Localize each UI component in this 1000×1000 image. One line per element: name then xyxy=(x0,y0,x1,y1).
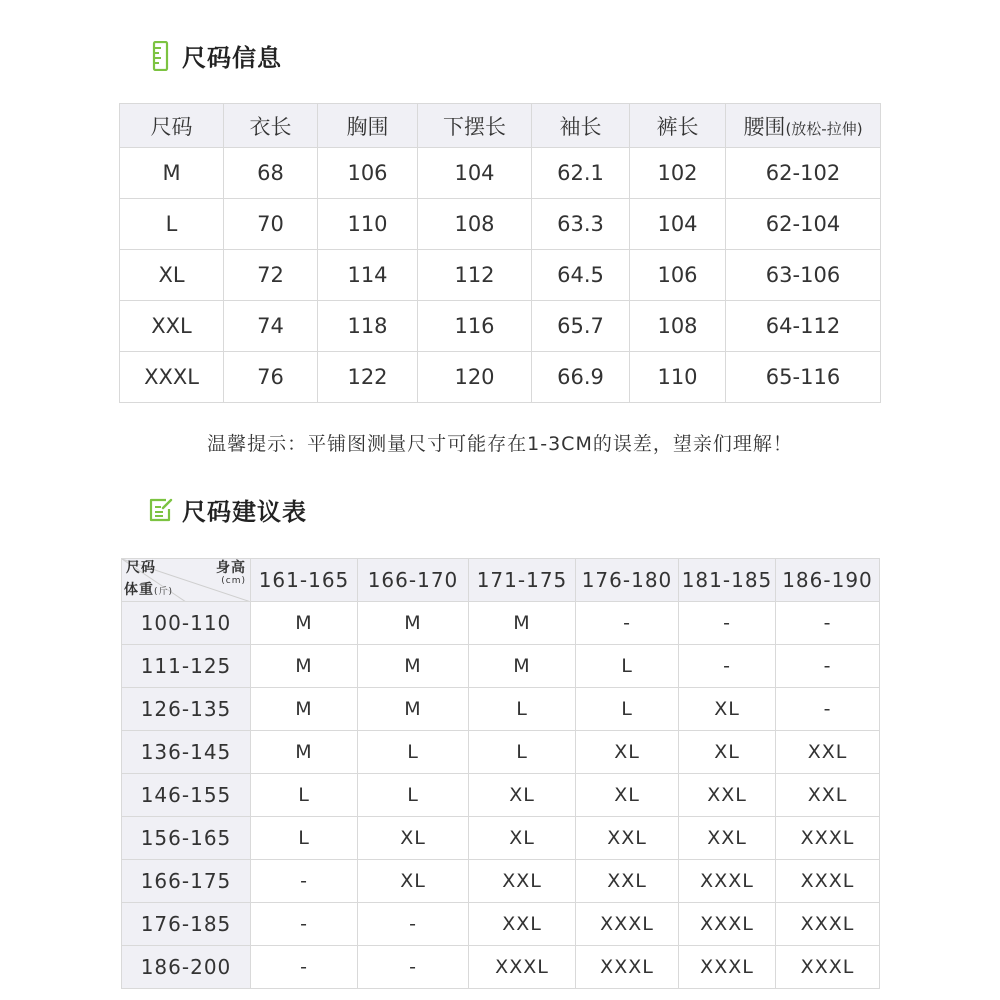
measurement-cell: 104 xyxy=(630,199,726,250)
measurement-cell: 63-106 xyxy=(726,250,881,301)
recommended-size-cell: XL xyxy=(576,774,679,817)
recommended-size-cell: XXL xyxy=(576,817,679,860)
measurement-cell: 106 xyxy=(318,148,418,199)
recommended-size-cell: - xyxy=(358,903,469,946)
measurement-cell: 110 xyxy=(318,199,418,250)
recommended-size-cell: XXXL xyxy=(469,946,576,989)
measurement-cell: 118 xyxy=(318,301,418,352)
recommended-size-cell: XXXL xyxy=(776,946,880,989)
recommended-size-cell: XXXL xyxy=(776,860,880,903)
corner-size-label: 尺码 xyxy=(126,560,156,576)
height-header-cell: 186-190 xyxy=(776,559,880,602)
height-header-cell: 181-185 xyxy=(679,559,776,602)
measurement-cell: 110 xyxy=(630,352,726,403)
recommended-size-cell: XL xyxy=(679,731,776,774)
recommended-size-cell: - xyxy=(679,645,776,688)
measurement-cell: 65.7 xyxy=(532,301,630,352)
size-info-row xyxy=(120,148,881,199)
recommended-size-cell: L xyxy=(576,645,679,688)
recommendation-row xyxy=(122,731,880,774)
measurement-cell: 108 xyxy=(630,301,726,352)
recommended-size-cell: XL xyxy=(358,860,469,903)
corner-weight-unit: (斤) xyxy=(154,587,174,597)
weight-cell: 136-145 xyxy=(122,731,251,774)
measurement-cell: 66.9 xyxy=(532,352,630,403)
height-header-row xyxy=(122,559,880,602)
header-cell-waist xyxy=(726,104,881,148)
measurement-cell: 120 xyxy=(418,352,532,403)
size-recommendation-heading xyxy=(148,492,307,527)
recommended-size-cell: M xyxy=(251,688,358,731)
recommended-size-cell: XL xyxy=(576,731,679,774)
measurement-cell: 114 xyxy=(318,250,418,301)
measurement-cell: 62-104 xyxy=(726,199,881,250)
weight-cell: 176-185 xyxy=(122,903,251,946)
recommendation-row xyxy=(122,645,880,688)
measurement-cell: 70 xyxy=(224,199,318,250)
measurement-tip: 温馨提示：平铺图测量尺寸可能存在1-3CM的误差，望亲们理解！ xyxy=(207,433,793,455)
recommended-size-cell: M xyxy=(251,645,358,688)
size-recommendation-title: 尺码建议表 xyxy=(182,498,307,526)
recommended-size-cell: XXL xyxy=(576,860,679,903)
edit-list-icon xyxy=(148,494,174,526)
height-header-cell: 166-170 xyxy=(358,559,469,602)
ruler-icon xyxy=(148,40,174,72)
size-info-row xyxy=(120,199,881,250)
weight-cell: 146-155 xyxy=(122,774,251,817)
recommended-size-cell: XXL xyxy=(469,860,576,903)
measurement-cell: 65-116 xyxy=(726,352,881,403)
recommended-size-cell: - xyxy=(776,688,880,731)
recommended-size-cell: XXL xyxy=(679,817,776,860)
recommendation-row xyxy=(122,903,880,946)
height-header-cell: 176-180 xyxy=(576,559,679,602)
weight-cell: 111-125 xyxy=(122,645,251,688)
recommended-size-cell: XXL xyxy=(679,774,776,817)
recommended-size-cell: L xyxy=(251,774,358,817)
recommended-size-cell: XXXL xyxy=(576,903,679,946)
waist-label: 腰围 xyxy=(743,114,786,139)
recommended-size-cell: M xyxy=(469,602,576,645)
size-cell: L xyxy=(120,199,224,250)
size-cell: XXXL xyxy=(120,352,224,403)
size-recommendation-table xyxy=(121,558,880,989)
waist-note: (放松-拉伸) xyxy=(785,119,863,138)
corner-height-unit: (cm) xyxy=(221,576,246,586)
recommended-size-cell: XL xyxy=(679,688,776,731)
recommended-size-cell: XXL xyxy=(469,903,576,946)
recommended-size-cell: XL xyxy=(469,817,576,860)
corner-weight-label xyxy=(124,582,173,600)
recommended-size-cell: XXXL xyxy=(576,946,679,989)
measurement-cell: 112 xyxy=(418,250,532,301)
size-info-row xyxy=(120,301,881,352)
recommended-size-cell: XXXL xyxy=(776,903,880,946)
recommended-size-cell: XXXL xyxy=(679,860,776,903)
recommended-size-cell: XXL xyxy=(776,731,880,774)
header-cell: 下摆长 xyxy=(418,104,532,148)
corner-cell xyxy=(122,559,251,602)
corner-height-label xyxy=(216,560,246,586)
recommended-size-cell: M xyxy=(469,645,576,688)
measurement-cell: 72 xyxy=(224,250,318,301)
recommendation-row xyxy=(122,946,880,989)
corner-height-text: 身高 xyxy=(216,560,246,576)
recommended-size-cell: L xyxy=(358,774,469,817)
size-cell: XL xyxy=(120,250,224,301)
size-info-table xyxy=(119,103,881,403)
measurement-cell: 106 xyxy=(630,250,726,301)
recommended-size-cell: - xyxy=(776,602,880,645)
recommendation-row xyxy=(122,602,880,645)
recommended-size-cell: M xyxy=(358,688,469,731)
size-info-row xyxy=(120,352,881,403)
measurement-cell: 74 xyxy=(224,301,318,352)
measurement-cell: 62.1 xyxy=(532,148,630,199)
header-cell: 袖长 xyxy=(532,104,630,148)
weight-cell: 100-110 xyxy=(122,602,251,645)
weight-cell: 166-175 xyxy=(122,860,251,903)
recommended-size-cell: XXXL xyxy=(679,946,776,989)
measurement-cell: 64-112 xyxy=(726,301,881,352)
measurement-cell: 64.5 xyxy=(532,250,630,301)
recommended-size-cell: XXL xyxy=(776,774,880,817)
recommended-size-cell: L xyxy=(358,731,469,774)
measurement-cell: 63.3 xyxy=(532,199,630,250)
recommended-size-cell: M xyxy=(251,602,358,645)
weight-cell: 186-200 xyxy=(122,946,251,989)
recommended-size-cell: M xyxy=(251,731,358,774)
weight-cell: 126-135 xyxy=(122,688,251,731)
recommended-size-cell: M xyxy=(358,602,469,645)
header-cell: 尺码 xyxy=(120,104,224,148)
measurement-cell: 104 xyxy=(418,148,532,199)
header-cell: 衣长 xyxy=(224,104,318,148)
recommended-size-cell: - xyxy=(776,645,880,688)
measurement-cell: 102 xyxy=(630,148,726,199)
measurement-cell: 68 xyxy=(224,148,318,199)
size-info-title: 尺码信息 xyxy=(182,44,282,72)
measurement-cell: 108 xyxy=(418,199,532,250)
recommended-size-cell: XL xyxy=(469,774,576,817)
size-info-header-row xyxy=(120,104,881,148)
header-cell: 胸围 xyxy=(318,104,418,148)
recommended-size-cell: - xyxy=(576,602,679,645)
corner-weight-text: 体重 xyxy=(124,582,154,598)
measurement-cell: 122 xyxy=(318,352,418,403)
recommended-size-cell: M xyxy=(358,645,469,688)
recommended-size-cell: L xyxy=(469,688,576,731)
header-cell: 裤长 xyxy=(630,104,726,148)
recommended-size-cell: XL xyxy=(358,817,469,860)
recommendation-row xyxy=(122,860,880,903)
recommended-size-cell: L xyxy=(469,731,576,774)
recommendation-row xyxy=(122,688,880,731)
recommendation-row xyxy=(122,817,880,860)
recommended-size-cell: XXXL xyxy=(679,903,776,946)
measurement-cell: 76 xyxy=(224,352,318,403)
recommended-size-cell: L xyxy=(251,817,358,860)
recommended-size-cell: - xyxy=(679,602,776,645)
height-header-cell: 161-165 xyxy=(251,559,358,602)
measurement-cell: 62-102 xyxy=(726,148,881,199)
size-info-row xyxy=(120,250,881,301)
recommended-size-cell: L xyxy=(576,688,679,731)
recommendation-row xyxy=(122,774,880,817)
size-cell: M xyxy=(120,148,224,199)
recommended-size-cell: XXXL xyxy=(776,817,880,860)
size-cell: XXL xyxy=(120,301,224,352)
height-header-cell: 171-175 xyxy=(469,559,576,602)
size-info-heading xyxy=(148,38,282,73)
measurement-cell: 116 xyxy=(418,301,532,352)
recommended-size-cell: - xyxy=(251,860,358,903)
recommended-size-cell: - xyxy=(251,946,358,989)
recommended-size-cell: - xyxy=(358,946,469,989)
recommended-size-cell: - xyxy=(251,903,358,946)
weight-cell: 156-165 xyxy=(122,817,251,860)
